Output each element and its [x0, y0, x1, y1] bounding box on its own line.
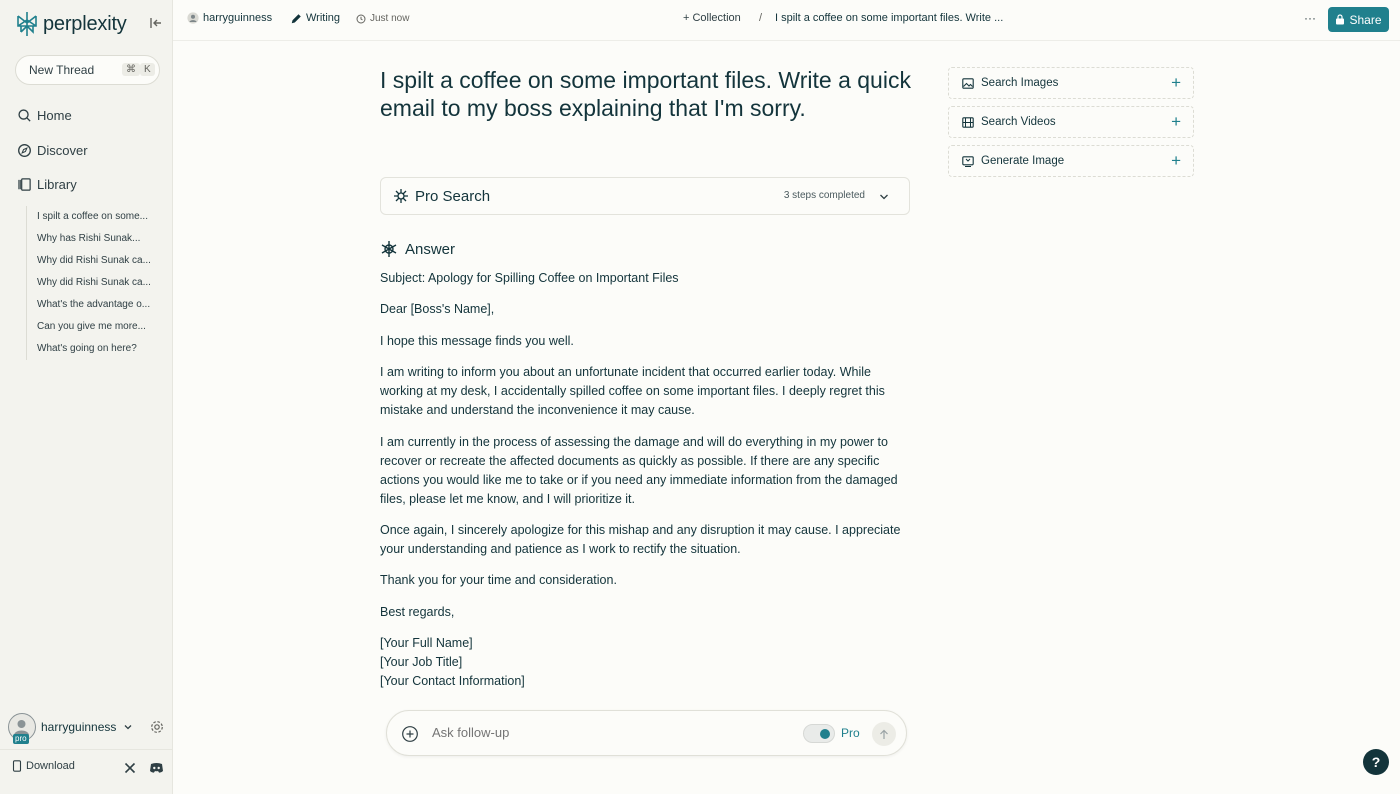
sidebar-item-library[interactable] — [17, 177, 77, 192]
follow-up-input[interactable] — [432, 725, 732, 740]
signature-line: [Your Job Title] — [380, 655, 463, 670]
plus-icon: + — [1171, 112, 1181, 131]
thread-question: I spilt a coffee on some important files. Write a quick email to my boss explaining that I'm sorry. — [380, 67, 911, 121]
arrow-up-icon — [879, 729, 889, 740]
library-thread-item[interactable]: Why did Rishi Sunak ca... — [37, 255, 151, 266]
focus-mode-label: Writing — [306, 12, 341, 24]
focus-mode[interactable] — [291, 12, 340, 24]
toggle-knob — [820, 729, 830, 739]
pro-toggle-label: Pro — [841, 726, 860, 740]
attach-plus-icon[interactable] — [401, 725, 419, 743]
add-collection-button[interactable] — [683, 12, 741, 24]
gear-icon[interactable] — [150, 720, 164, 734]
chevron-down-icon — [878, 191, 890, 203]
divider — [0, 749, 172, 750]
search-images-button[interactable] — [948, 67, 1194, 99]
answer-paragraph: I hope this message finds you well. — [380, 333, 574, 348]
signature-block — [380, 634, 910, 691]
library-thread-list — [26, 206, 156, 360]
pencil-icon — [291, 13, 302, 24]
generate-image-button[interactable] — [948, 145, 1194, 177]
answer-body — [380, 269, 910, 691]
plus-icon: + — [1171, 151, 1181, 170]
download-label: Download — [26, 760, 75, 772]
steps-completed: 3 steps completed — [783, 190, 865, 201]
user-menu[interactable] — [8, 712, 168, 742]
library-thread-item[interactable]: I spilt a coffee on some... — [37, 211, 148, 222]
submit-button[interactable] — [872, 722, 896, 746]
collapse-sidebar-icon[interactable] — [148, 15, 164, 31]
username: harryguinness — [41, 720, 117, 734]
thread-author[interactable] — [187, 12, 272, 24]
answer-paragraph: Dear [Boss's Name], — [380, 302, 495, 317]
sidebar-item-home[interactable] — [17, 108, 72, 123]
thread-time — [356, 13, 409, 24]
sidebar — [0, 0, 173, 794]
author-name: harryguinness — [203, 12, 273, 24]
library-thread-item[interactable]: Why has Rishi Sunak... — [37, 233, 141, 244]
discord-icon[interactable] — [149, 762, 164, 774]
compass-icon — [17, 143, 32, 158]
clock-icon — [356, 14, 366, 24]
pro-search-panel[interactable] — [380, 177, 910, 215]
answer-label: Answer — [405, 240, 456, 258]
signature-line: [Your Contact Information] — [380, 674, 525, 689]
collection-label: + Collection — [683, 12, 741, 24]
time-label: Just now — [370, 13, 410, 24]
top-bar — [173, 0, 1400, 41]
search-images-label: Search Images — [981, 77, 1059, 89]
pro-search-label: Pro Search — [415, 187, 491, 205]
answer-paragraph: I am currently in the process of assessing the damage and will do everything in my power to recover or recreate the affected documents as quickly as possible. If there are any specific actions you would like me to take or if you need any immediate information from the damaged files, please let me know, and I will prioritize it. — [380, 434, 898, 506]
signature-line: [Your Full Name] — [380, 636, 473, 651]
film-icon — [962, 117, 974, 128]
sidebar-item-label: Library — [37, 177, 77, 192]
image-icon — [962, 78, 974, 89]
new-thread-button[interactable] — [15, 55, 160, 85]
more-options-button[interactable]: ··· — [1304, 11, 1316, 25]
answer-paragraph: Subject: Apology for Spilling Coffee on Important Files — [380, 271, 679, 285]
sidebar-item-discover[interactable] — [17, 143, 88, 158]
library-icon — [17, 177, 32, 192]
share-button[interactable] — [1328, 7, 1389, 32]
generate-image-icon — [962, 156, 974, 167]
logo[interactable] — [15, 11, 127, 37]
help-button[interactable]: ? — [1363, 749, 1389, 775]
library-thread-item[interactable]: Why did Rishi Sunak ca... — [37, 277, 151, 288]
x-icon[interactable] — [124, 762, 136, 774]
share-label: Share — [1349, 12, 1382, 27]
answer-paragraph: Once again, I sincerely apologize for this mishap and any disruption it may cause. I appreciate your understanding and patience as I work to rectify the situation. — [380, 522, 901, 556]
answer-icon — [380, 240, 398, 258]
breadcrumb-separator: / — [759, 12, 763, 24]
library-thread-item[interactable]: What's the advantage o... — [37, 299, 151, 310]
search-videos-button[interactable] — [948, 106, 1194, 138]
sidebar-item-label: Home — [37, 108, 72, 123]
lock-icon — [1335, 14, 1345, 25]
shortcut-key: K — [140, 63, 155, 76]
answer-paragraph: I am writing to inform you about an unfortunate incident that occurred earlier today. While working at my desk, I accidentally spilled coffee on some important files. I deeply regret this mistake and understand the inconvenience it may cause. — [380, 365, 885, 418]
logo-text: perplexity — [43, 12, 127, 35]
perplexity-logo-icon — [15, 11, 39, 37]
pro-toggle[interactable] — [803, 724, 835, 743]
answer-paragraph: Thank you for your time and consideration. — [380, 573, 617, 588]
plus-icon: + — [1171, 73, 1181, 92]
avatar — [8, 713, 36, 741]
user-icon — [187, 12, 199, 24]
answer-header — [380, 240, 455, 258]
search-videos-label: Search Videos — [981, 116, 1056, 128]
follow-up-bar — [386, 710, 907, 756]
generate-image-label: Generate Image — [981, 155, 1065, 167]
sidebar-item-label: Discover — [37, 143, 88, 158]
library-thread-item[interactable]: What's going on here? — [37, 343, 137, 354]
chevron-down-icon — [122, 721, 134, 733]
pro-badge: pro — [15, 734, 27, 743]
phone-icon — [12, 760, 22, 772]
thread-title: I spilt a coffee on some important files. Write ... — [775, 12, 1004, 24]
new-thread-label: New Thread — [29, 63, 95, 77]
download-button[interactable] — [12, 760, 75, 772]
answer-paragraph: Best regards, — [380, 604, 455, 619]
shortcut-cmd: ⌘ — [122, 63, 140, 76]
library-thread-item[interactable]: Can you give me more... — [37, 321, 146, 332]
search-icon — [17, 108, 32, 123]
pro-search-icon — [393, 188, 409, 204]
